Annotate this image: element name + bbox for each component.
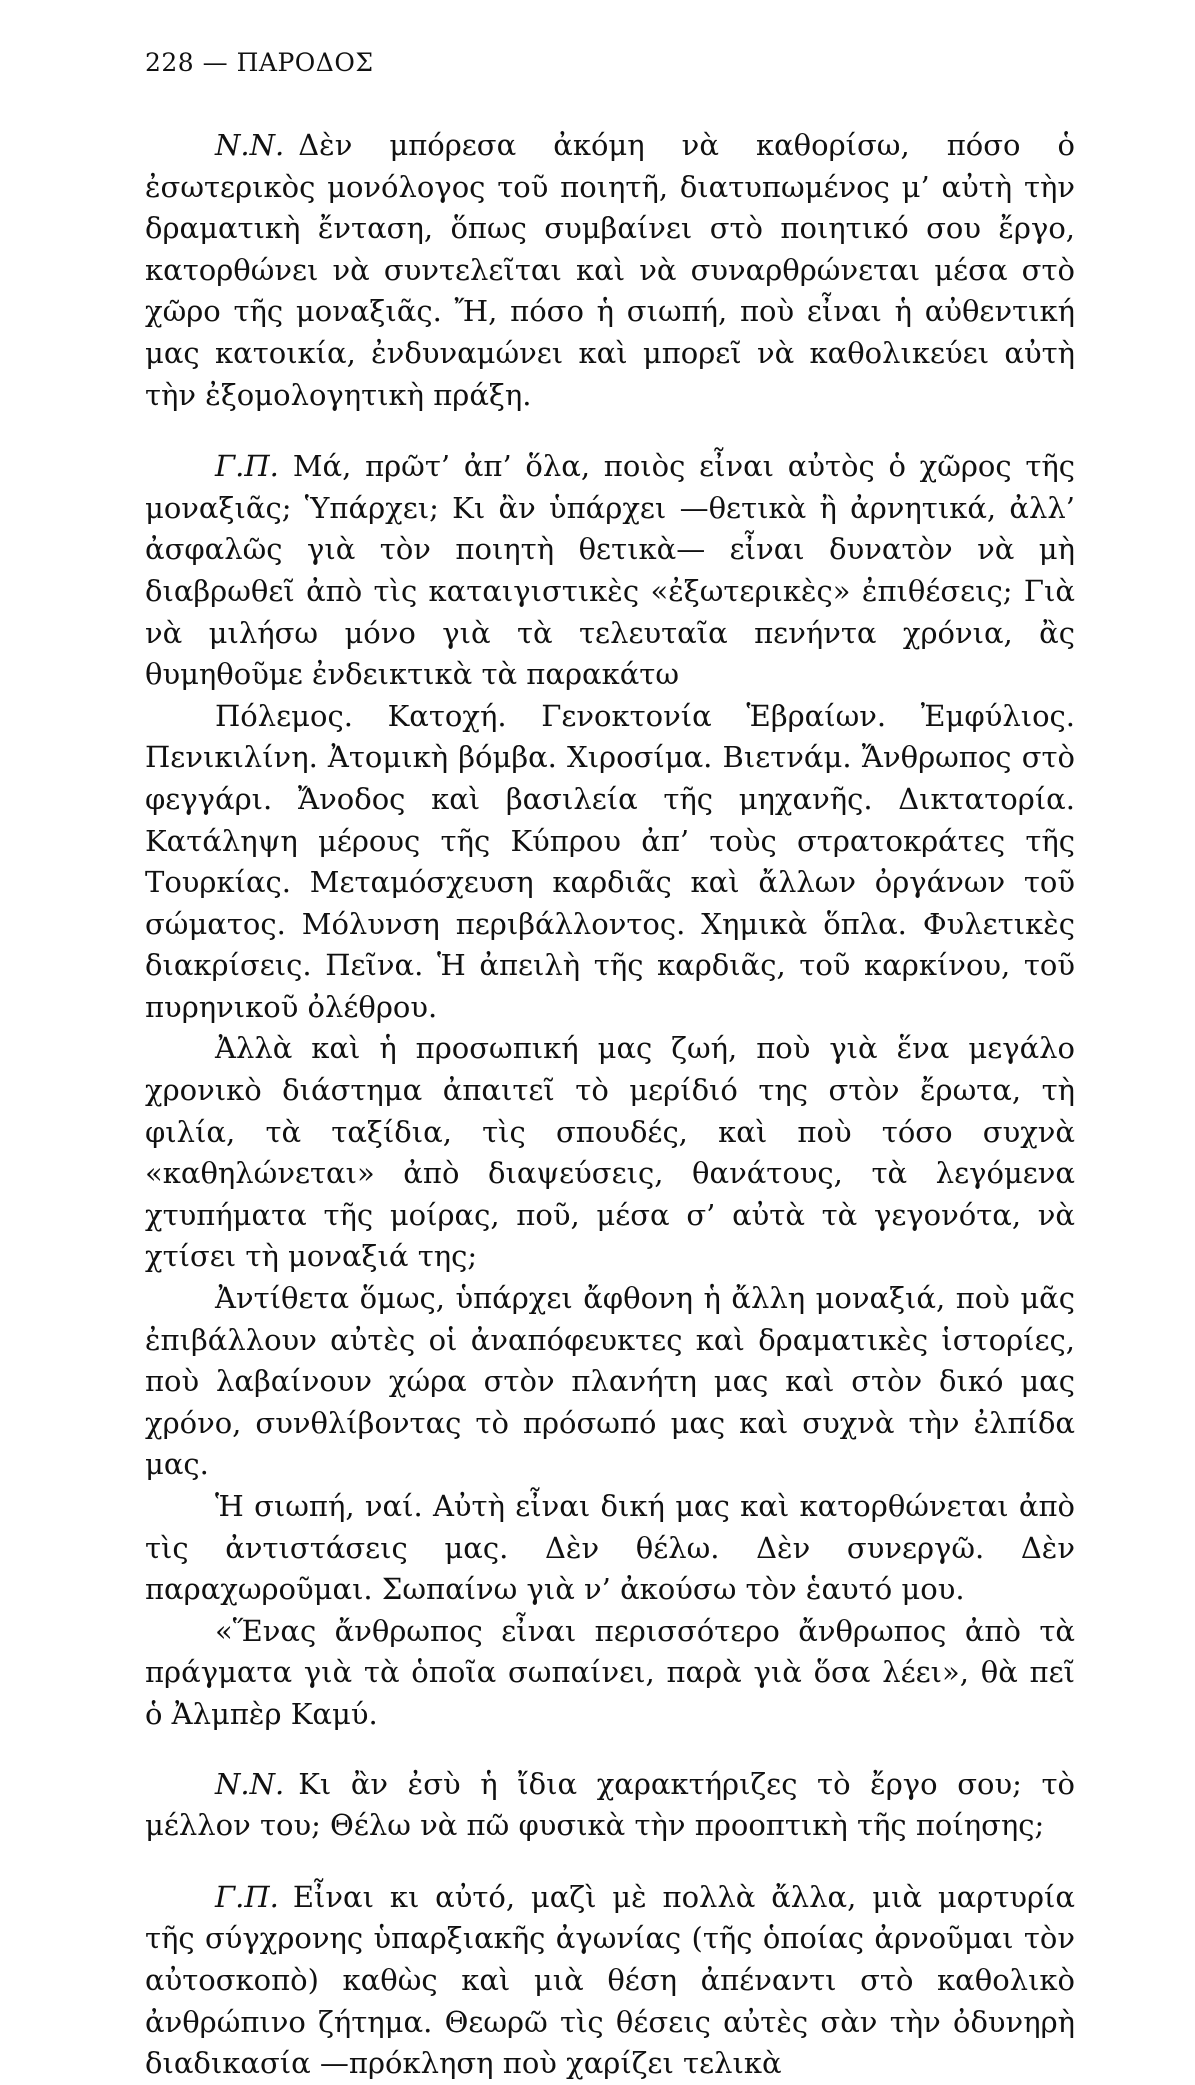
paragraph-other-solitude <box>145 1278 1075 1486</box>
paragraph-text: «Ἕνας ἄνθρωπος εἶναι περισσότερο ἄνθρωπος ἀπὸ τὰ πράγματα γιὰ τὰ ὁποῖα σωπαίνει, παρὰ γιὰ ὅσα λέει», θὰ πεῖ ὁ Ἀλμπὲρ Καμύ. <box>145 1613 1075 1731</box>
running-head: 228 — ΠΑΡΟΔΟΣ <box>145 48 374 77</box>
paragraph-text: Εἶναι κι αὐτό, μαζὶ μὲ πολλὰ ἄλλα, μιὰ μαρτυρία τῆς σύγχρονης ὑπαρξιακῆς ἀγωνίας (τῆς ὁποίας ἀρνοῦμαι τὸν αὐτοσκοπὸ) καθὼς καὶ μιὰ θέση ἀπέναντι στὸ καθολικὸ ἀνθρώπινο ζήτημα. Θεωρῶ τὶς θέσεις αὐτὲς σὰν τὴν ὀδυνηρὴ διαδικασία —πρόκληση ποὺ χαρίζει τελικὰ <box>145 1879 1075 2081</box>
paragraph-text: Ἡ σιωπή, ναί. Αὐτὴ εἶναι δική μας καὶ κατορθώνεται ἀπὸ τὶς ἀντιστάσεις μας. Δὲν θέλω. Δὲν συνεργῶ. Δὲν παραχωροῦμαι. Σωπαίνω γιὰ ν’ ἀκούσω τὸν ἑαυτό μου. <box>145 1489 1075 1607</box>
paragraph-text: Κι ἂν ἐσὺ ἡ ἴδια χαρακτήριζες τὸ ἔργο σου; τὸ μέλλον του; Θέλω νὰ πῶ φυσικὰ τὴν προοπτικὴ τῆς ποίησης; <box>145 1766 1075 1843</box>
speaker-label: Γ.Π. <box>215 1879 279 1914</box>
paragraph-nn-2 <box>145 1764 1075 1847</box>
paragraph-nn-1 <box>145 125 1075 416</box>
book-page <box>145 0 1075 2081</box>
paragraph-camus-quote <box>145 1611 1075 1736</box>
paragraph-text: Δὲν μπόρεσα ἀκόμη νὰ καθορίσω, πόσο ὁ ἐσωτερικὸς μονόλογος τοῦ ποιητῆ, διατυπωμένος μ’ αὐτὴ τὴν δραματικὴ ἔνταση, ὅπως συμβαίνει στὸ ποιητικό σου ἔργο, κατορθώνει νὰ συντελεῖται καὶ νὰ συναρθρώνεται μέσα στὸ χῶρο τῆς μοναξιᾶς. Ἤ, πόσο ἡ σιωπή, ποὺ εἶναι ἡ αὐθεντική μας κατοικία, ἐνδυναμώνει καὶ μπορεῖ νὰ καθολικεύει αὐτὴ τὴν ἐξομολογητικὴ πράξη. <box>145 128 1075 412</box>
paragraph-text: Πόλεμος. Κατοχή. Γενοκτονία Ἑβραίων. Ἐμφύλιος. Πενικιλίνη. Ἀτομικὴ βόμβα. Χιροσίμα. Βιετνάμ. Ἄνθρωπος στὸ φεγγάρι. Ἄνοδος καὶ βασιλεία τῆς μηχανῆς. Δικτατορία. Κατάληψη μέρους τῆς Κύπρου ἀπ’ τοὺς στρατοκράτες τῆς Τουρκίας. Μεταμόσχευση καρδιᾶς καὶ ἄλλων ὀργάνων τοῦ σώματος. Μόλυνση περιβάλλοντος. Χημικὰ ὅπλα. Φυλετικὲς διακρίσεις. Πεῖνα. Ἡ ἀπειλὴ τῆς καρδιᾶς, τοῦ καρκίνου, τοῦ πυρηνικοῦ ὀλέθρου. <box>145 698 1075 1024</box>
paragraph-personal-life <box>145 1028 1075 1278</box>
paragraph-gp-1 <box>145 446 1075 696</box>
speaker-label: Γ.Π. <box>215 449 279 484</box>
paragraph-events-list <box>145 696 1075 1029</box>
paragraph-silence <box>145 1486 1075 1611</box>
paragraph-text: Ἀλλὰ καὶ ἡ προσωπική μας ζωή, ποὺ γιὰ ἕνα μεγάλο χρονικὸ διάστημα ἀπαιτεῖ τὸ μερίδιό της στὸν ἔρωτα, τὴ φιλία, τὰ ταξίδια, τὶς σπουδές, καὶ ποὺ τόσο συχνὰ «καθηλώνεται» ἀπὸ διαψεύσεις, θανάτους, τὰ λεγόμενα χτυπήματα τῆς μοίρας, ποῦ, μέσα σ’ αὐτὰ τὰ γεγονότα, νὰ χτίσει τὴ μοναξιά της; <box>145 1031 1075 1274</box>
paragraph-text: Ἀντίθετα ὅμως, ὑπάρχει ἄφθονη ἡ ἄλλη μοναξιά, ποὺ μᾶς ἐπιβάλλουν αὐτὲς οἱ ἀναπόφευκτες καὶ δραματικὲς ἱστορίες, ποὺ λαβαίνουν χώρα στὸν πλανήτη μας καὶ στὸν δικό μας χρόνο, συνθλίβοντας τὸ πρόσωπό μας καὶ συχνὰ τὴν ἐλπίδα μας. <box>145 1281 1075 1482</box>
speaker-label: Ν.Ν. <box>215 128 285 162</box>
body-text <box>145 125 1075 2085</box>
paragraph-gp-2 <box>145 1877 1075 2085</box>
paragraph-text: Μά, πρῶτ’ ἀπ’ ὅλα, ποιὸς εἶναι αὐτὸς ὁ χῶρος τῆς μοναξιᾶς; Ὑπάρχει; Κι ἂν ὑπάρχει —θετικὰ ἢ ἀρνητικά, ἀλλ’ ἀσφαλῶς γιὰ τὸν ποιητὴ θετικὰ— εἶναι δυνατὸν νὰ μὴ διαβρωθεῖ ἀπὸ τὶς καταιγιστικὲς «ἐξωτερικὲς» ἐπιθέσεις; Γιὰ νὰ μιλήσω μόνο γιὰ τὰ τελευταῖα πενήντα χρόνια, ἂς θυμηθοῦμε ἐνδεικτικὰ τὰ παρακάτω <box>145 449 1075 692</box>
speaker-label: Ν.Ν. <box>215 1766 285 1801</box>
